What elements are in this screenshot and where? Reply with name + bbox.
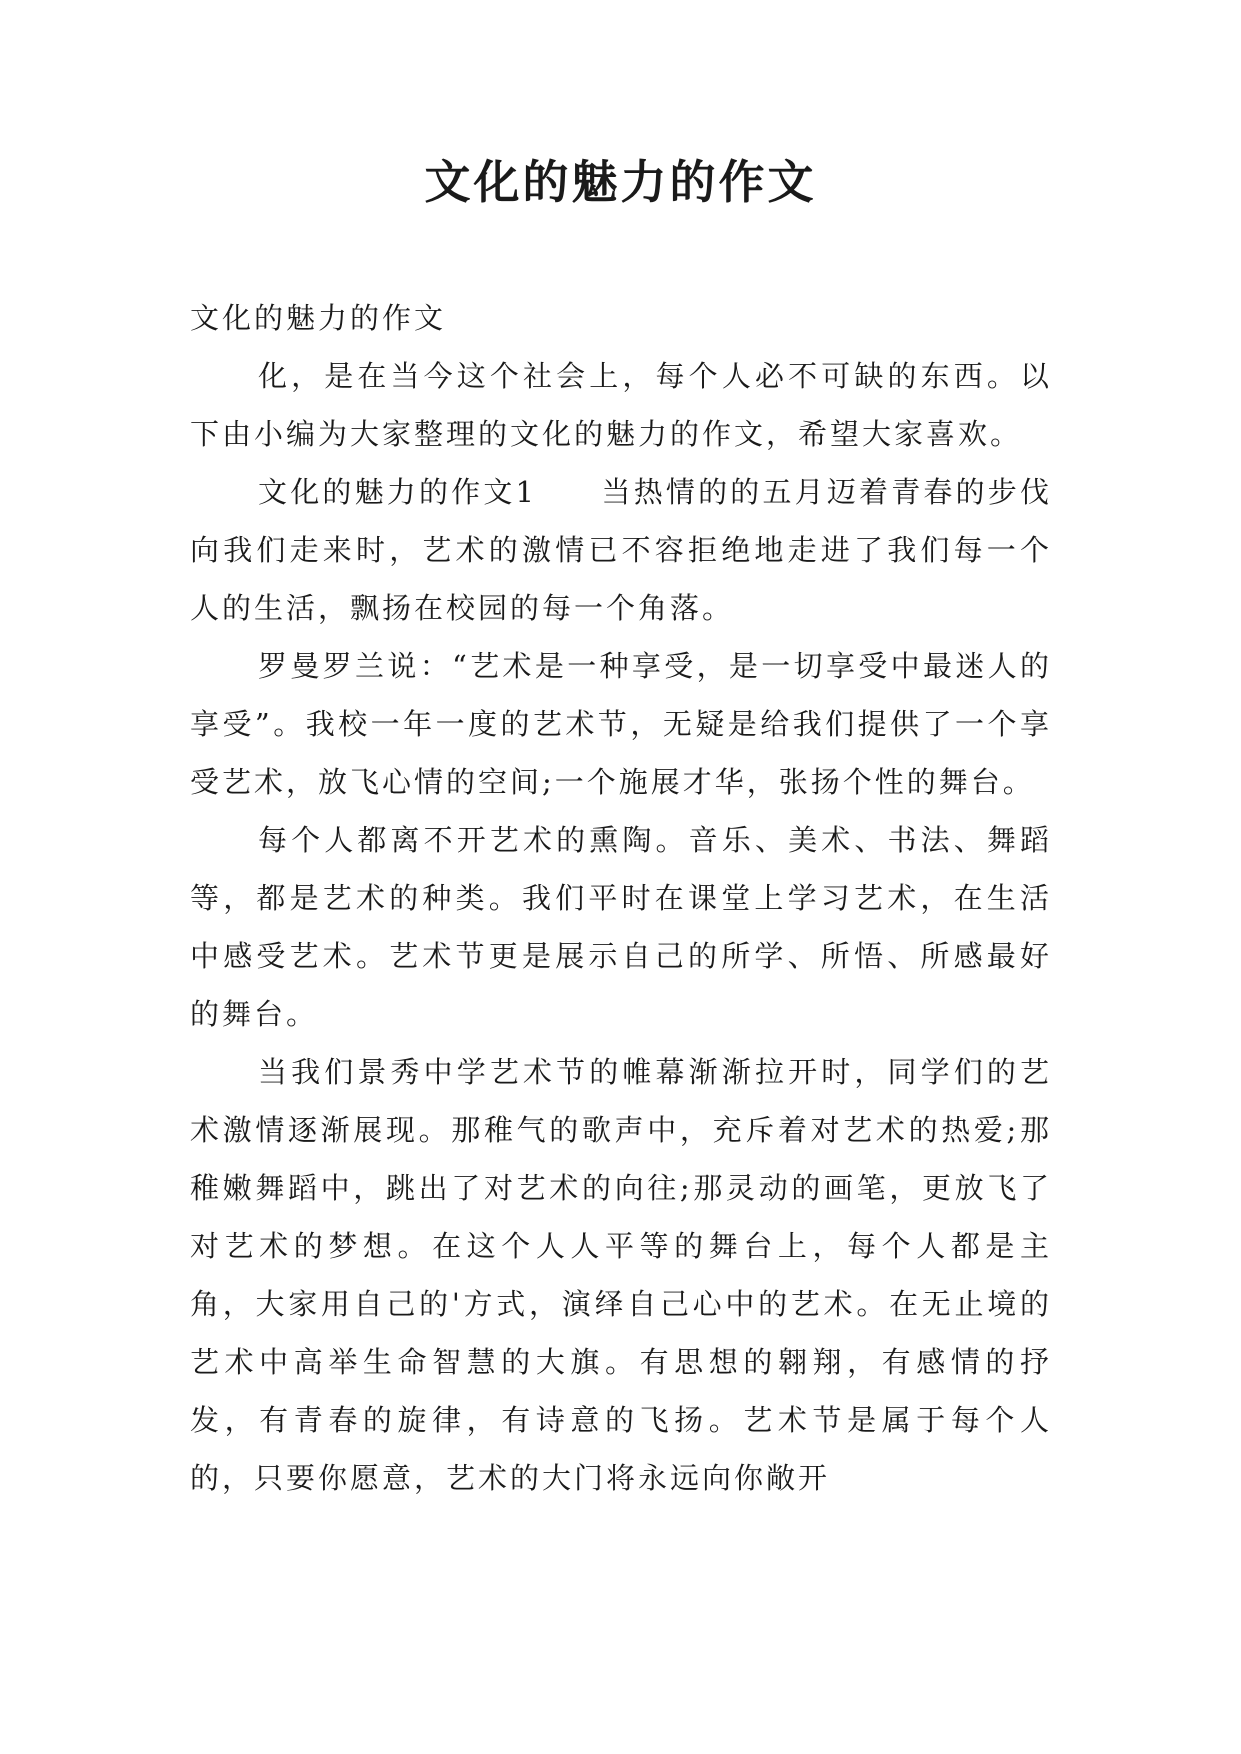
paragraph-1: 文化的魅力的作文1 当热情的的五月迈着青春的步伐向我们走来时，艺术的激情已不容拒绝地走进了我们每一个人的生活，飘扬在校园的每一个角落。 — [190, 475, 1052, 625]
subtitle-line: 文化的魅力的作文 — [190, 301, 447, 335]
document-body — [190, 289, 1052, 1507]
paragraph-intro: 化，是在当今这个社会上，每个人必不可缺的东西。以下由小编为大家整理的文化的魅力的作文，希望大家喜欢。 — [190, 359, 1052, 451]
paragraph-4: 当我们景秀中学艺术节的帷幕渐渐拉开时，同学们的艺术激情逐渐展现。那稚气的歌声中，充斥着对艺术的热爱;那稚嫩舞蹈中，跳出了对艺术的向往;那灵动的画笔，更放飞了对艺术的梦想。在这个人人平等的舞台上，每个人都是主角，大家用自己的'方式，演绎自己心中的艺术。在无止境的艺术中高举生命智慧的大旗。有思想的翱翔，有感情的抒发，有青春的旋律，有诗意的飞扬。艺术节是属于每个人的，只要你愿意，艺术的大门将永远向你敞开 — [190, 1055, 1052, 1495]
paragraph-2: 罗曼罗兰说：“艺术是一种享受，是一切享受中最迷人的享受”。我校一年一度的艺术节，无疑是给我们提供了一个享受艺术，放飞心情的空间;一个施展才华，张扬个性的舞台。 — [190, 649, 1052, 799]
document-title: 文化的魅力的作文 — [424, 155, 817, 209]
paragraph-3: 每个人都离不开艺术的熏陶。音乐、美术、书法、舞蹈等，都是艺术的种类。我们平时在课堂上学习艺术，在生活中感受艺术。艺术节更是展示自己的所学、所悟、所感最好的舞台。 — [190, 823, 1052, 1031]
